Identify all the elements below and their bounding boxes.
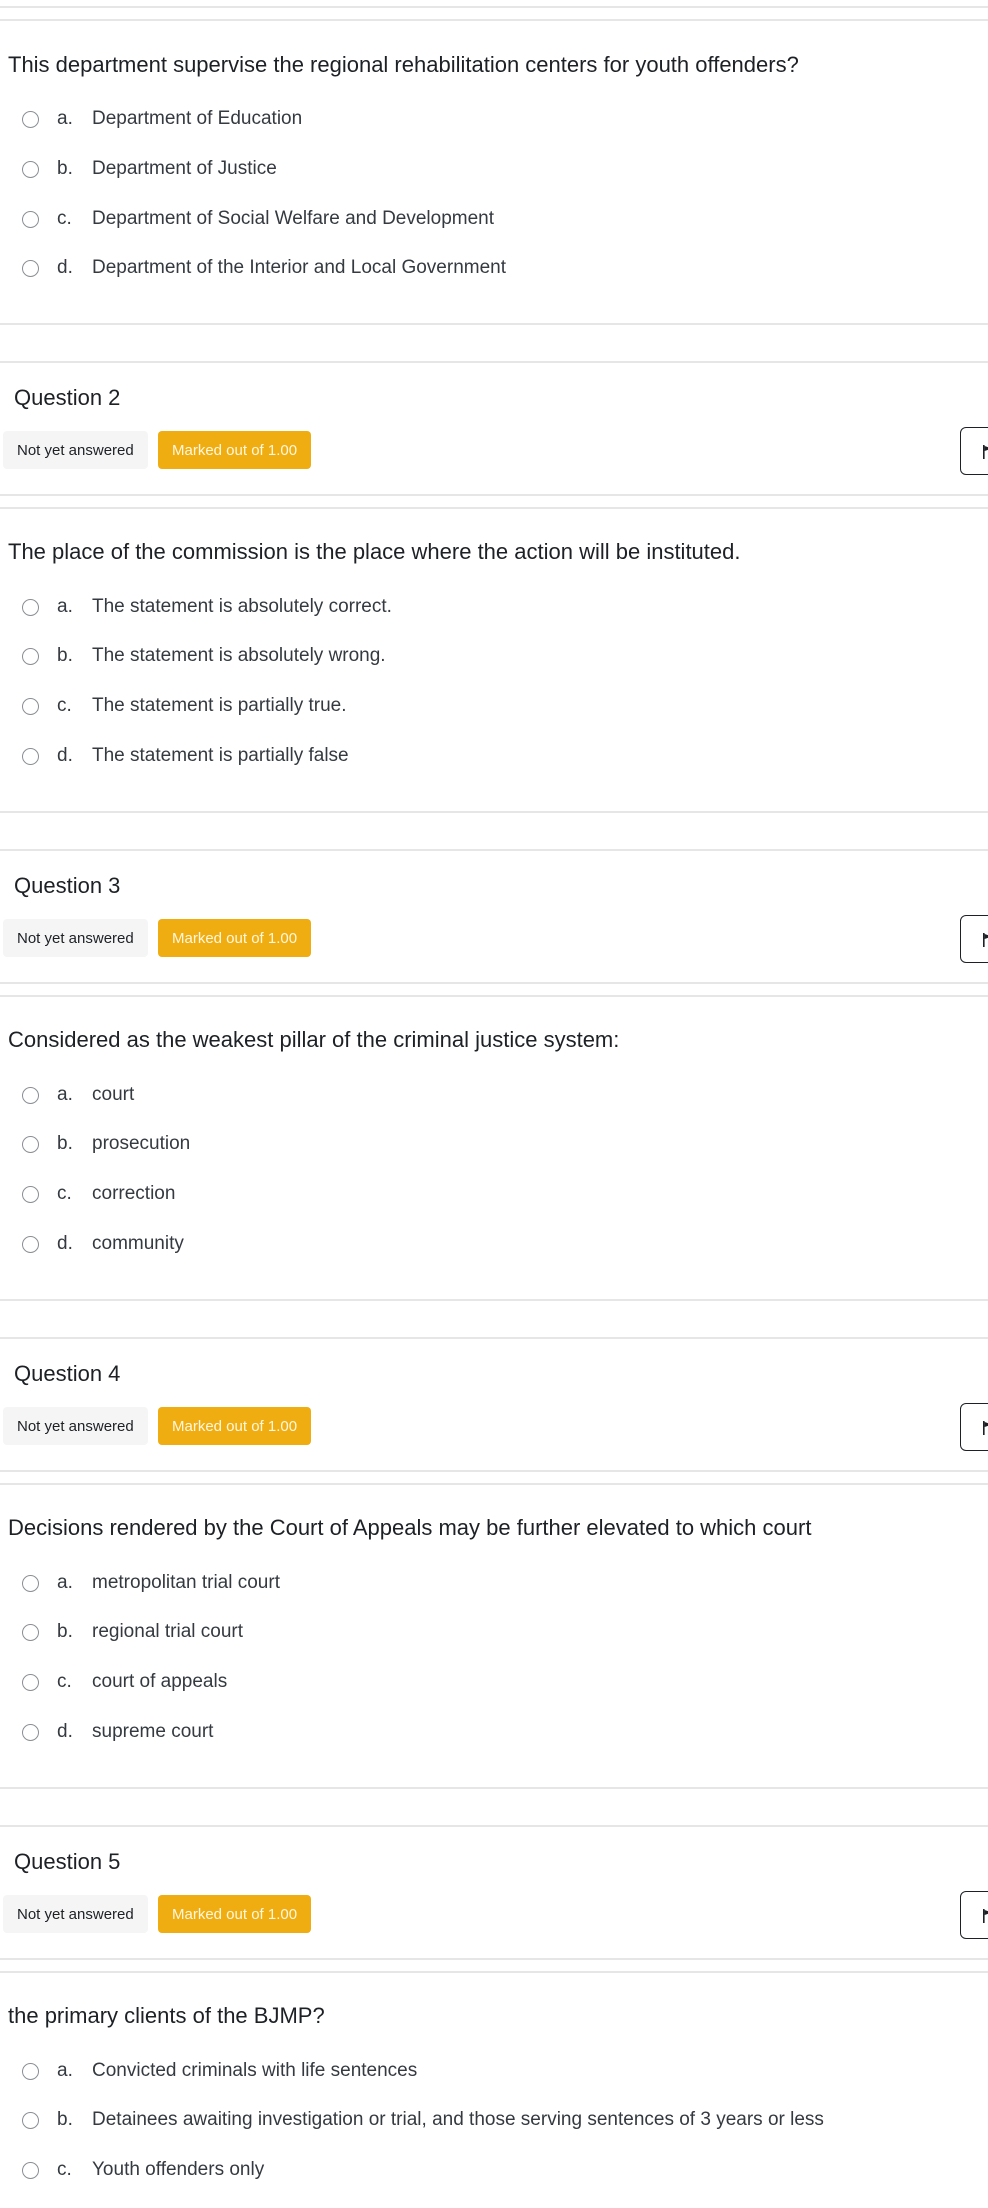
- option-4a[interactable]: [22, 1566, 280, 1600]
- divider: [0, 494, 988, 496]
- flag-icon: [983, 1909, 988, 1923]
- radio-button[interactable]: [22, 648, 39, 665]
- option-letter: d.: [57, 257, 73, 278]
- divider: [0, 849, 988, 851]
- question-4-text: Decisions rendered by the Court of Appeals may be further elevated to which court: [8, 1515, 812, 1540]
- divider: [0, 1971, 988, 1973]
- option-letter: d.: [57, 745, 73, 766]
- option-label: Department of the Interior and Local Government: [92, 257, 507, 278]
- option-1c[interactable]: [22, 202, 494, 236]
- divider: [0, 982, 988, 984]
- question-4-title: Question 4: [14, 1361, 121, 1386]
- radio-button[interactable]: [22, 1136, 39, 1153]
- option-5b[interactable]: [22, 2103, 824, 2137]
- option-letter: c.: [57, 208, 72, 229]
- option-letter: c.: [57, 1183, 72, 1204]
- option-1d[interactable]: [22, 251, 506, 285]
- flag-icon: [983, 445, 988, 459]
- flag-question-button[interactable]: [960, 1403, 988, 1451]
- option-letter: b.: [57, 645, 73, 666]
- question-5-text: the primary clients of the BJMP?: [8, 2003, 325, 2028]
- option-1b[interactable]: [22, 152, 277, 186]
- option-label: Detainees awaiting investigation or trial, and those serving sentences of 3 years or less: [92, 2109, 824, 2130]
- option-letter: d.: [57, 1721, 73, 1742]
- divider: [0, 323, 988, 325]
- divider: [0, 1299, 988, 1301]
- flag-icon: [983, 933, 988, 947]
- option-letter: d.: [57, 1233, 73, 1254]
- option-label: The statement is partially true.: [92, 695, 347, 716]
- grade-badge: Marked out of 1.00: [158, 1407, 311, 1445]
- radio-button[interactable]: [22, 748, 39, 765]
- divider: [0, 1337, 988, 1339]
- question-5-title: Question 5: [14, 1849, 121, 1874]
- option-label: regional trial court: [92, 1621, 244, 1642]
- divider: [0, 1483, 988, 1485]
- option-label: metropolitan trial court: [92, 1572, 280, 1593]
- radio-button[interactable]: [22, 1624, 39, 1641]
- grade-badge: Marked out of 1.00: [158, 1895, 311, 1933]
- option-label: The statement is partially false: [92, 745, 349, 766]
- radio-button[interactable]: [22, 1236, 39, 1253]
- grade-badge: Marked out of 1.00: [158, 431, 311, 469]
- option-label: The statement is absolutely wrong.: [92, 645, 386, 666]
- option-letter: a.: [57, 596, 73, 617]
- option-label: Convicted criminals with life sentences: [92, 2060, 418, 2081]
- radio-button[interactable]: [22, 211, 39, 228]
- option-4d[interactable]: [22, 1715, 213, 1749]
- divider: [0, 1825, 988, 1827]
- radio-button[interactable]: [22, 1724, 39, 1741]
- option-4c[interactable]: [22, 1665, 227, 1699]
- option-2b[interactable]: [22, 639, 386, 673]
- option-4b[interactable]: [22, 1615, 243, 1649]
- radio-button[interactable]: [22, 1087, 39, 1104]
- option-letter: c.: [57, 2159, 72, 2180]
- option-label: The statement is absolutely correct.: [92, 596, 392, 617]
- option-label: court: [92, 1084, 135, 1105]
- option-3d[interactable]: [22, 1227, 184, 1261]
- divider: [0, 811, 988, 813]
- option-label: community: [92, 1233, 184, 1254]
- option-letter: a.: [57, 1572, 73, 1593]
- divider: [0, 361, 988, 363]
- radio-button[interactable]: [22, 161, 39, 178]
- option-letter: a.: [57, 2060, 73, 2081]
- option-letter: c.: [57, 695, 72, 716]
- radio-button[interactable]: [22, 2162, 39, 2179]
- option-label: Department of Education: [92, 108, 303, 129]
- option-letter: c.: [57, 1671, 72, 1692]
- radio-button[interactable]: [22, 260, 39, 277]
- option-label: supreme court: [92, 1721, 214, 1742]
- question-3-text: Considered as the weakest pillar of the criminal justice system:: [8, 1027, 620, 1052]
- option-2a[interactable]: [22, 590, 392, 624]
- option-3b[interactable]: [22, 1127, 190, 1161]
- option-label: Department of Justice: [92, 158, 277, 179]
- option-label: Department of Social Welfare and Development: [92, 208, 495, 229]
- divider: [0, 507, 988, 509]
- radio-button[interactable]: [22, 2063, 39, 2080]
- option-2d[interactable]: [22, 739, 349, 773]
- divider: [0, 1958, 988, 1960]
- option-label: court of appeals: [92, 1671, 228, 1692]
- option-label: correction: [92, 1183, 176, 1204]
- radio-button[interactable]: [22, 1674, 39, 1691]
- status-badge: Not yet answered: [3, 919, 148, 957]
- option-letter: b.: [57, 2109, 73, 2130]
- option-letter: b.: [57, 1621, 73, 1642]
- question-1-text: This department supervise the regional rehabilitation centers for youth offenders?: [8, 52, 799, 77]
- status-badge: Not yet answered: [3, 1407, 148, 1445]
- option-label: Youth offenders only: [92, 2159, 265, 2180]
- flag-question-button[interactable]: [960, 915, 988, 963]
- radio-button[interactable]: [22, 698, 39, 715]
- radio-button[interactable]: [22, 1575, 39, 1592]
- divider: [0, 19, 988, 21]
- radio-button[interactable]: [22, 111, 39, 128]
- divider: [0, 995, 988, 997]
- divider: [0, 1787, 988, 1789]
- option-3a[interactable]: [22, 1078, 134, 1112]
- divider: [0, 6, 988, 8]
- flag-question-button[interactable]: [960, 1891, 988, 1939]
- question-3-title: Question 3: [14, 873, 121, 898]
- option-letter: b.: [57, 1133, 73, 1154]
- divider: [0, 1470, 988, 1472]
- flag-icon: [983, 1421, 988, 1435]
- question-2-title: Question 2: [14, 385, 121, 410]
- option-1a[interactable]: [22, 102, 302, 136]
- option-5a[interactable]: [22, 2054, 417, 2088]
- radio-button[interactable]: [22, 1186, 39, 1203]
- question-2-text: The place of the commission is the place where the action will be instituted.: [8, 539, 741, 564]
- grade-badge: Marked out of 1.00: [158, 919, 311, 957]
- option-label: prosecution: [92, 1133, 191, 1154]
- radio-button[interactable]: [22, 2112, 39, 2129]
- option-3c[interactable]: [22, 1177, 175, 1211]
- option-5c[interactable]: [22, 2153, 264, 2187]
- flag-question-button[interactable]: [960, 427, 988, 475]
- status-badge: Not yet answered: [3, 1895, 148, 1933]
- status-badge: Not yet answered: [3, 431, 148, 469]
- option-letter: b.: [57, 158, 73, 179]
- option-2c[interactable]: [22, 689, 347, 723]
- option-letter: a.: [57, 108, 73, 129]
- option-letter: a.: [57, 1084, 73, 1105]
- radio-button[interactable]: [22, 599, 39, 616]
